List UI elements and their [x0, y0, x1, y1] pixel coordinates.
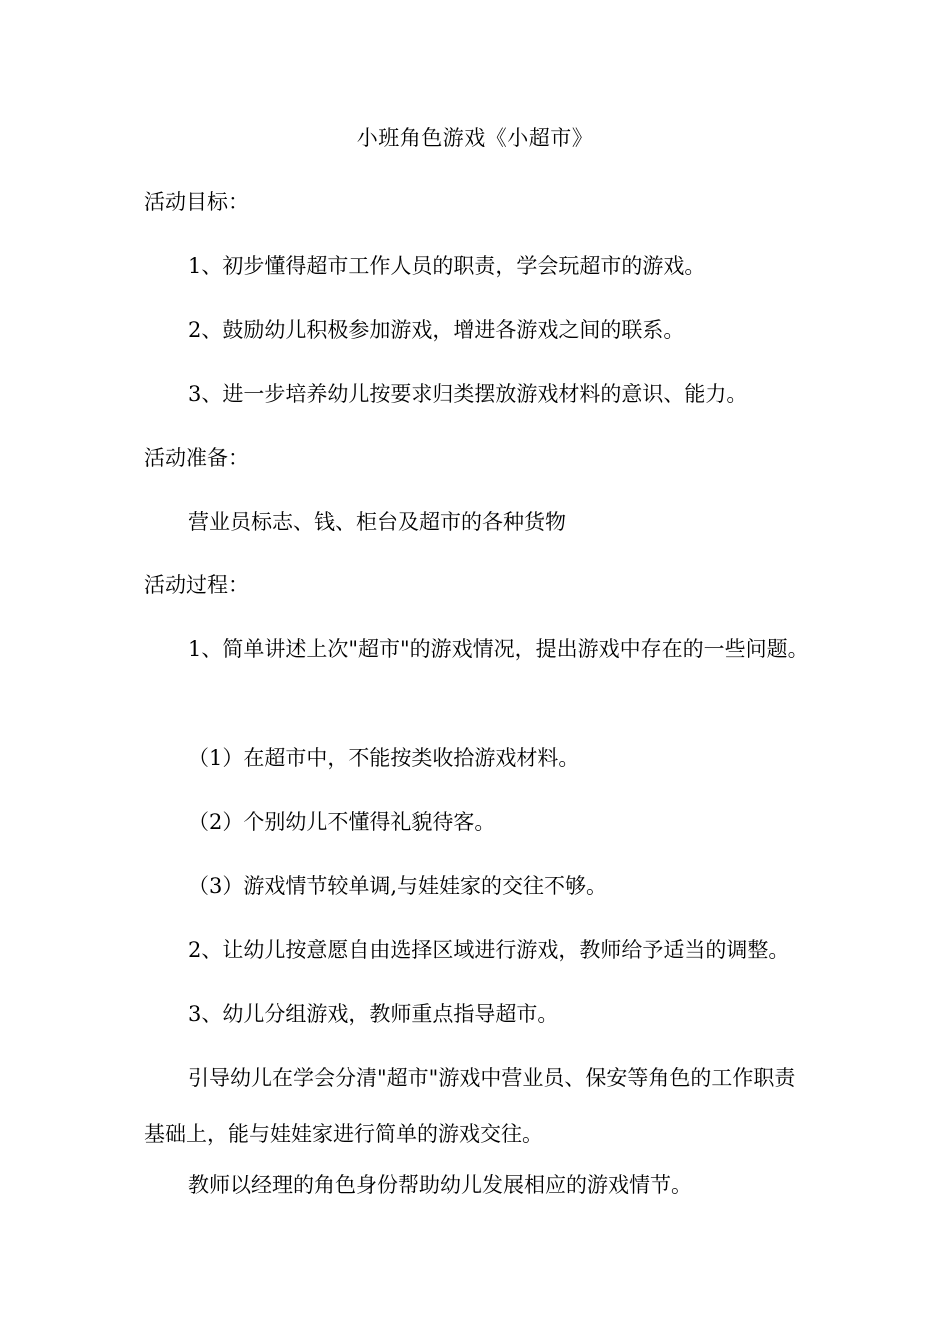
- prep-heading: 活动准备：: [144, 446, 249, 470]
- document-title: 小班角色游戏《小超市》: [356, 126, 594, 150]
- process-step-3: 3、幼儿分组游戏，教师重点指导超市。: [188, 1002, 559, 1026]
- problem-item-1: （1）在超市中，不能按类收拾游戏材料。: [188, 746, 580, 770]
- process-step-1: 1、简单讲述上次"超市"的游戏情况，提出游戏中存在的一些问题。: [188, 637, 809, 661]
- goal-item-2: 2、鼓励幼儿积极参加游戏，增进各游戏之间的联系。: [188, 318, 685, 342]
- problem-item-2: （2）个别幼儿不懂得礼貌待客。: [188, 810, 496, 834]
- problem-item-3: （3）游戏情节较单调,与娃娃家的交往不够。: [188, 874, 608, 898]
- teacher-paragraph: 教师以经理的角色身份帮助幼儿发展相应的游戏情节。: [188, 1173, 692, 1197]
- prep-text: 营业员标志、钱、柜台及超市的各种货物: [188, 510, 566, 534]
- goal-item-1: 1、初步懂得超市工作人员的职责，学会玩超市的游戏。: [188, 254, 706, 278]
- process-step-2: 2、让幼儿按意愿自由选择区域进行游戏，教师给予适当的调整。: [188, 938, 790, 962]
- goal-heading: 活动目标：: [144, 190, 249, 214]
- guide-paragraph: 引导幼儿在学会分清"超市"游戏中营业员、保安等角色的工作职责基础上，能与娃娃家进行简单的游戏交往。: [144, 1066, 796, 1146]
- goal-item-3: 3、进一步培养幼儿按要求归类摆放游戏材料的意识、能力。: [188, 382, 748, 406]
- process-heading: 活动过程：: [144, 573, 249, 597]
